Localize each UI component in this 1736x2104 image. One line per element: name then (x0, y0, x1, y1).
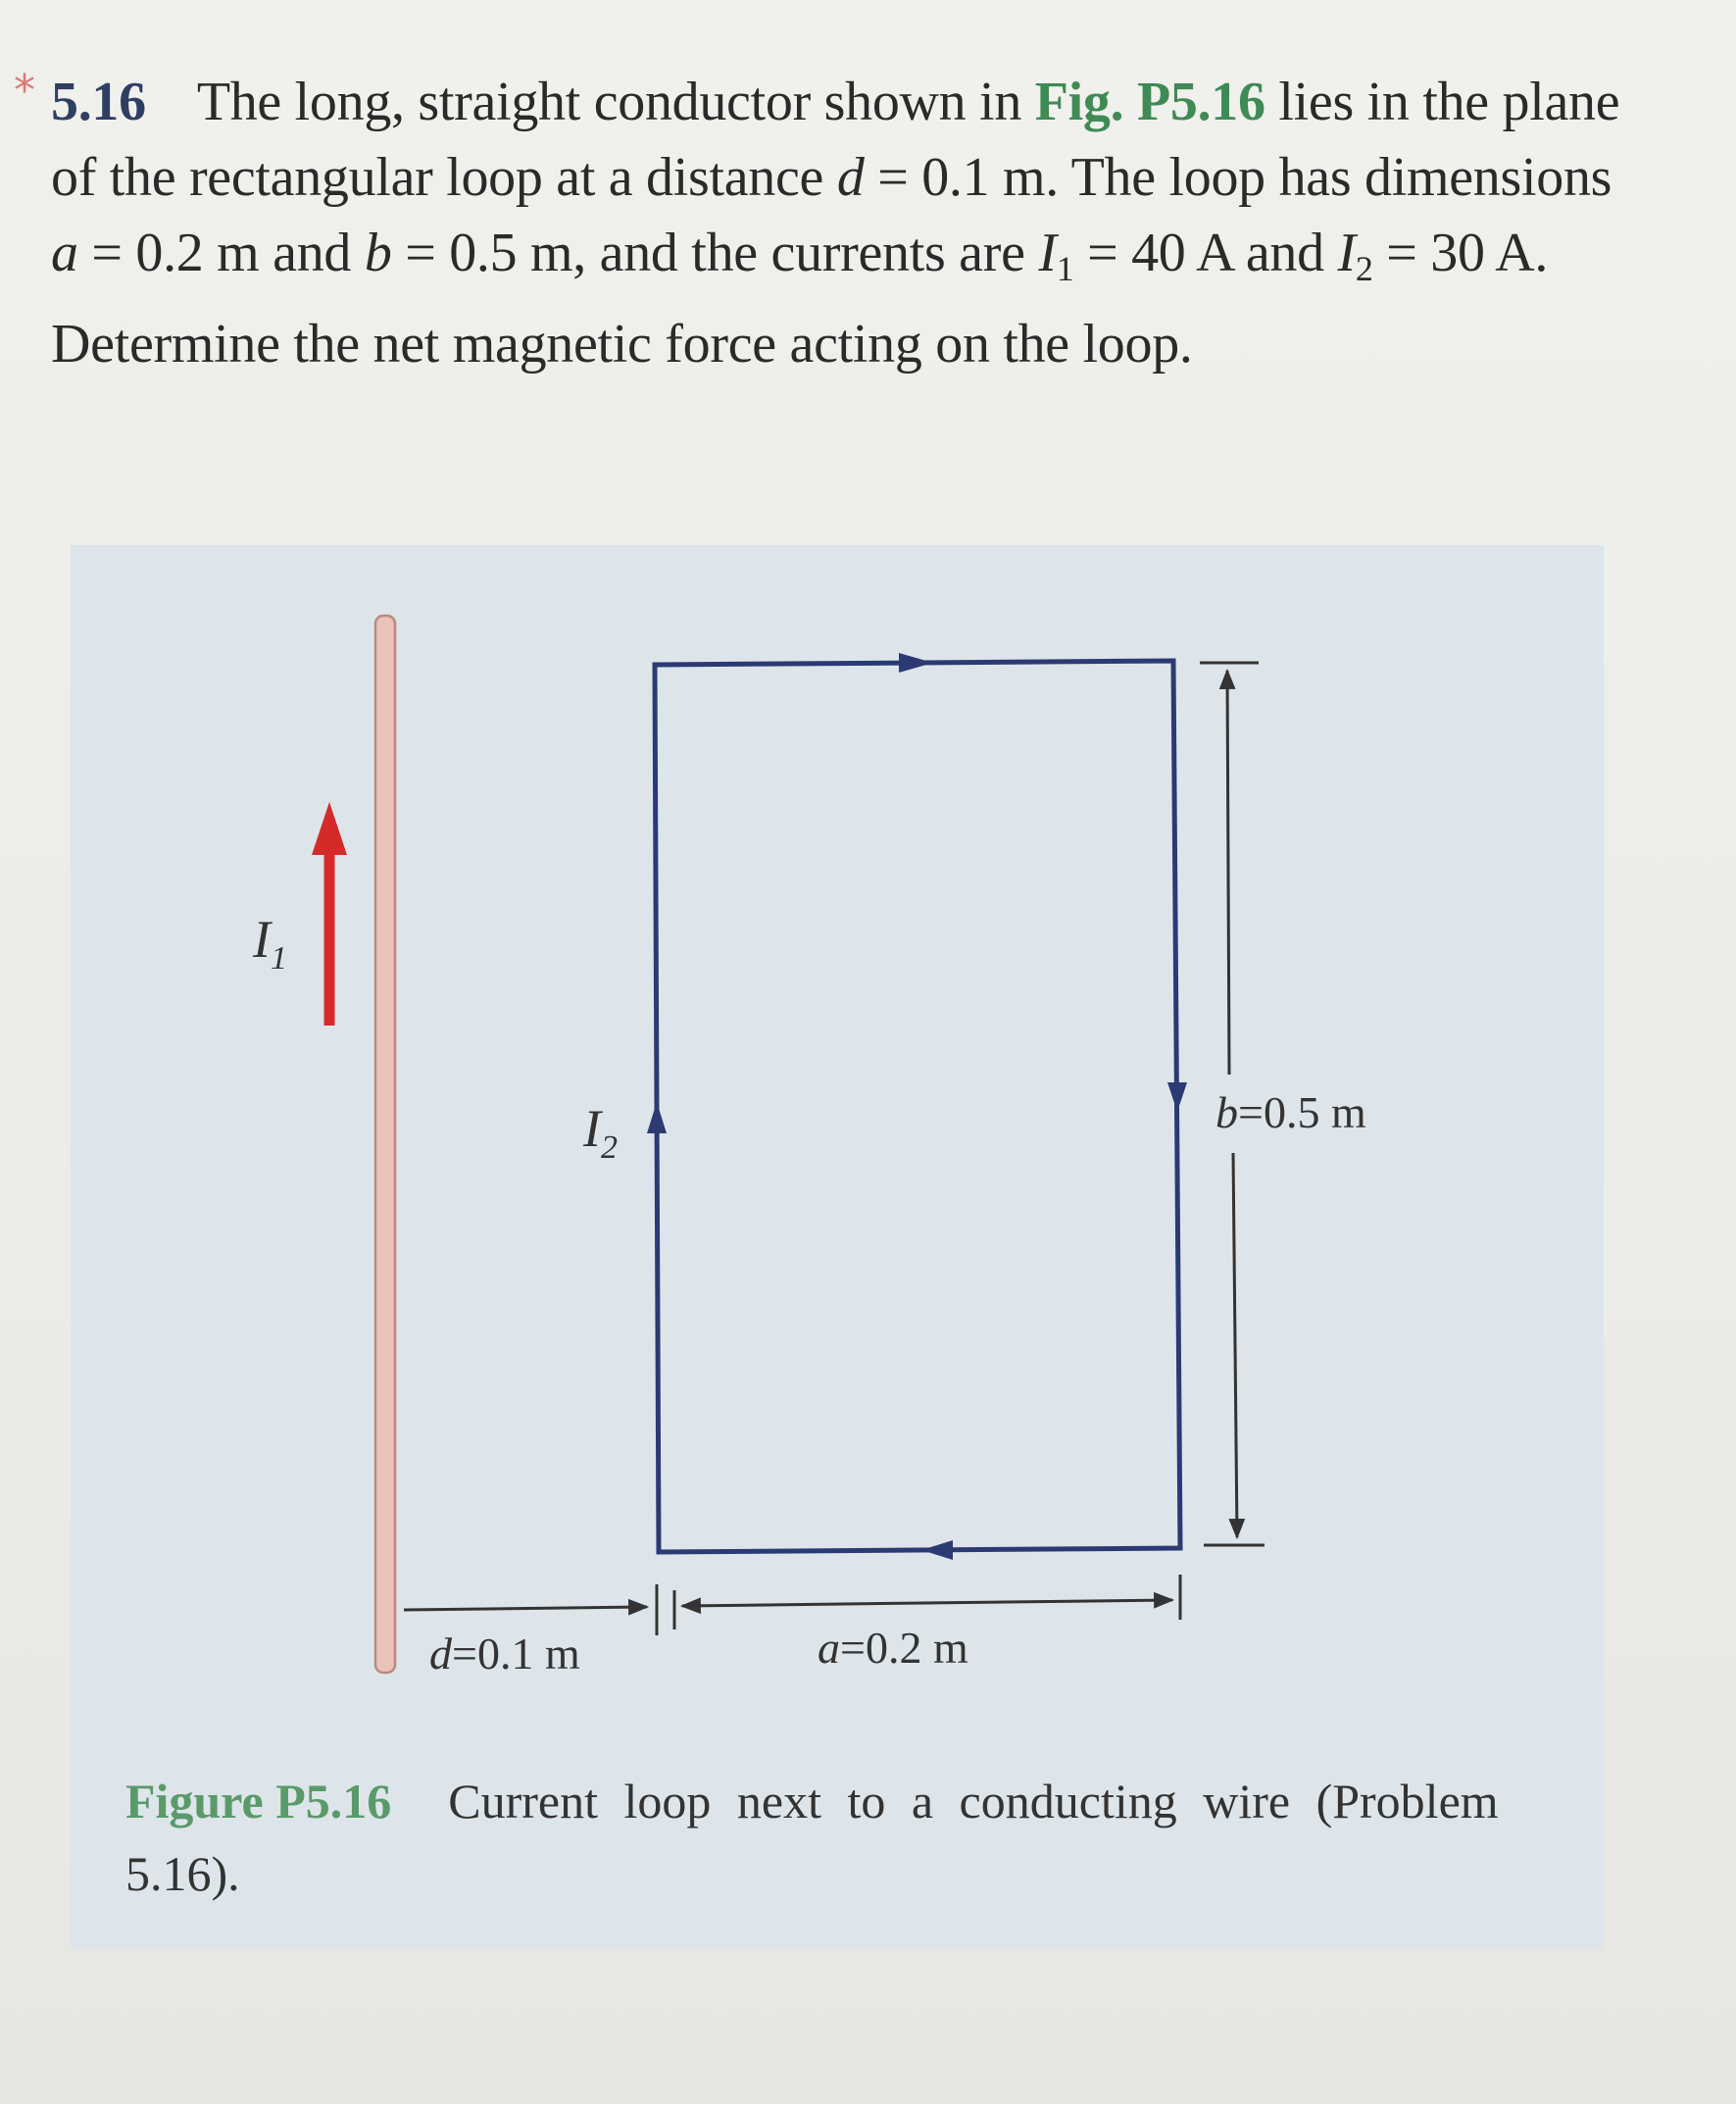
variable-i1: I (1038, 223, 1057, 283)
asterisk-marker: * (14, 66, 35, 116)
i1-label: $I_1$ (253, 910, 287, 977)
figure-reference-link[interactable]: Fig. P5.16 (1034, 72, 1265, 132)
subscript-1: 1 (1056, 249, 1074, 288)
i2-label: $I_2$ (583, 1099, 618, 1166)
figure-caption (125, 1765, 1596, 1910)
a-dimension-label: a=0.2 m (818, 1623, 968, 1673)
problem-text: = 30 A. Determine the net magnetic force acting on the loop. (51, 223, 1549, 375)
problem-number: 5.16 (51, 72, 146, 132)
loop-arrow-down-icon (1167, 1082, 1187, 1112)
problem-statement (14, 65, 1639, 382)
rectangular-loop (655, 661, 1180, 1552)
d-dimension-label: d=0.1 m (429, 1628, 580, 1678)
caption-text: Current loop next to a conducting wire (Problem 5.16). (125, 1774, 1499, 1901)
d-dimension-line (404, 1607, 647, 1610)
problem-text: = 0.5 m, and the currents are (391, 223, 1039, 283)
variable-a: a (51, 223, 78, 283)
problem-text: = 40 A and (1073, 223, 1338, 283)
problem-text: = 0.1 m. The loop has dimensions (864, 147, 1612, 208)
variable-d: d (836, 147, 865, 208)
a-dimension-line (682, 1600, 1172, 1606)
subscript-2: 2 (1355, 249, 1373, 288)
i1-arrow-up-icon (312, 802, 347, 855)
figure-panel (71, 545, 1604, 1949)
b-dimension-line-lower (1233, 1153, 1237, 1537)
loop-arrow-right-icon (899, 653, 933, 673)
variable-i2: I (1337, 223, 1356, 283)
loop-arrow-left-icon (921, 1540, 953, 1560)
straight-conductor-wire (375, 616, 395, 1673)
problem-text: The long, straight conductor shown in (196, 72, 1035, 132)
problem-text: = 0.2 m and (77, 223, 365, 283)
b-dimension-line-upper (1227, 671, 1229, 1075)
loop-arrow-up-icon (647, 1102, 667, 1133)
caption-label: Figure P5.16 (125, 1774, 392, 1828)
problem-text: lies in the plane of the rectangular loop at a distance (51, 72, 1620, 208)
b-dimension-label: b=0.5 m (1215, 1087, 1366, 1137)
figure-diagram (71, 545, 1604, 1949)
variable-b: b (364, 223, 392, 283)
